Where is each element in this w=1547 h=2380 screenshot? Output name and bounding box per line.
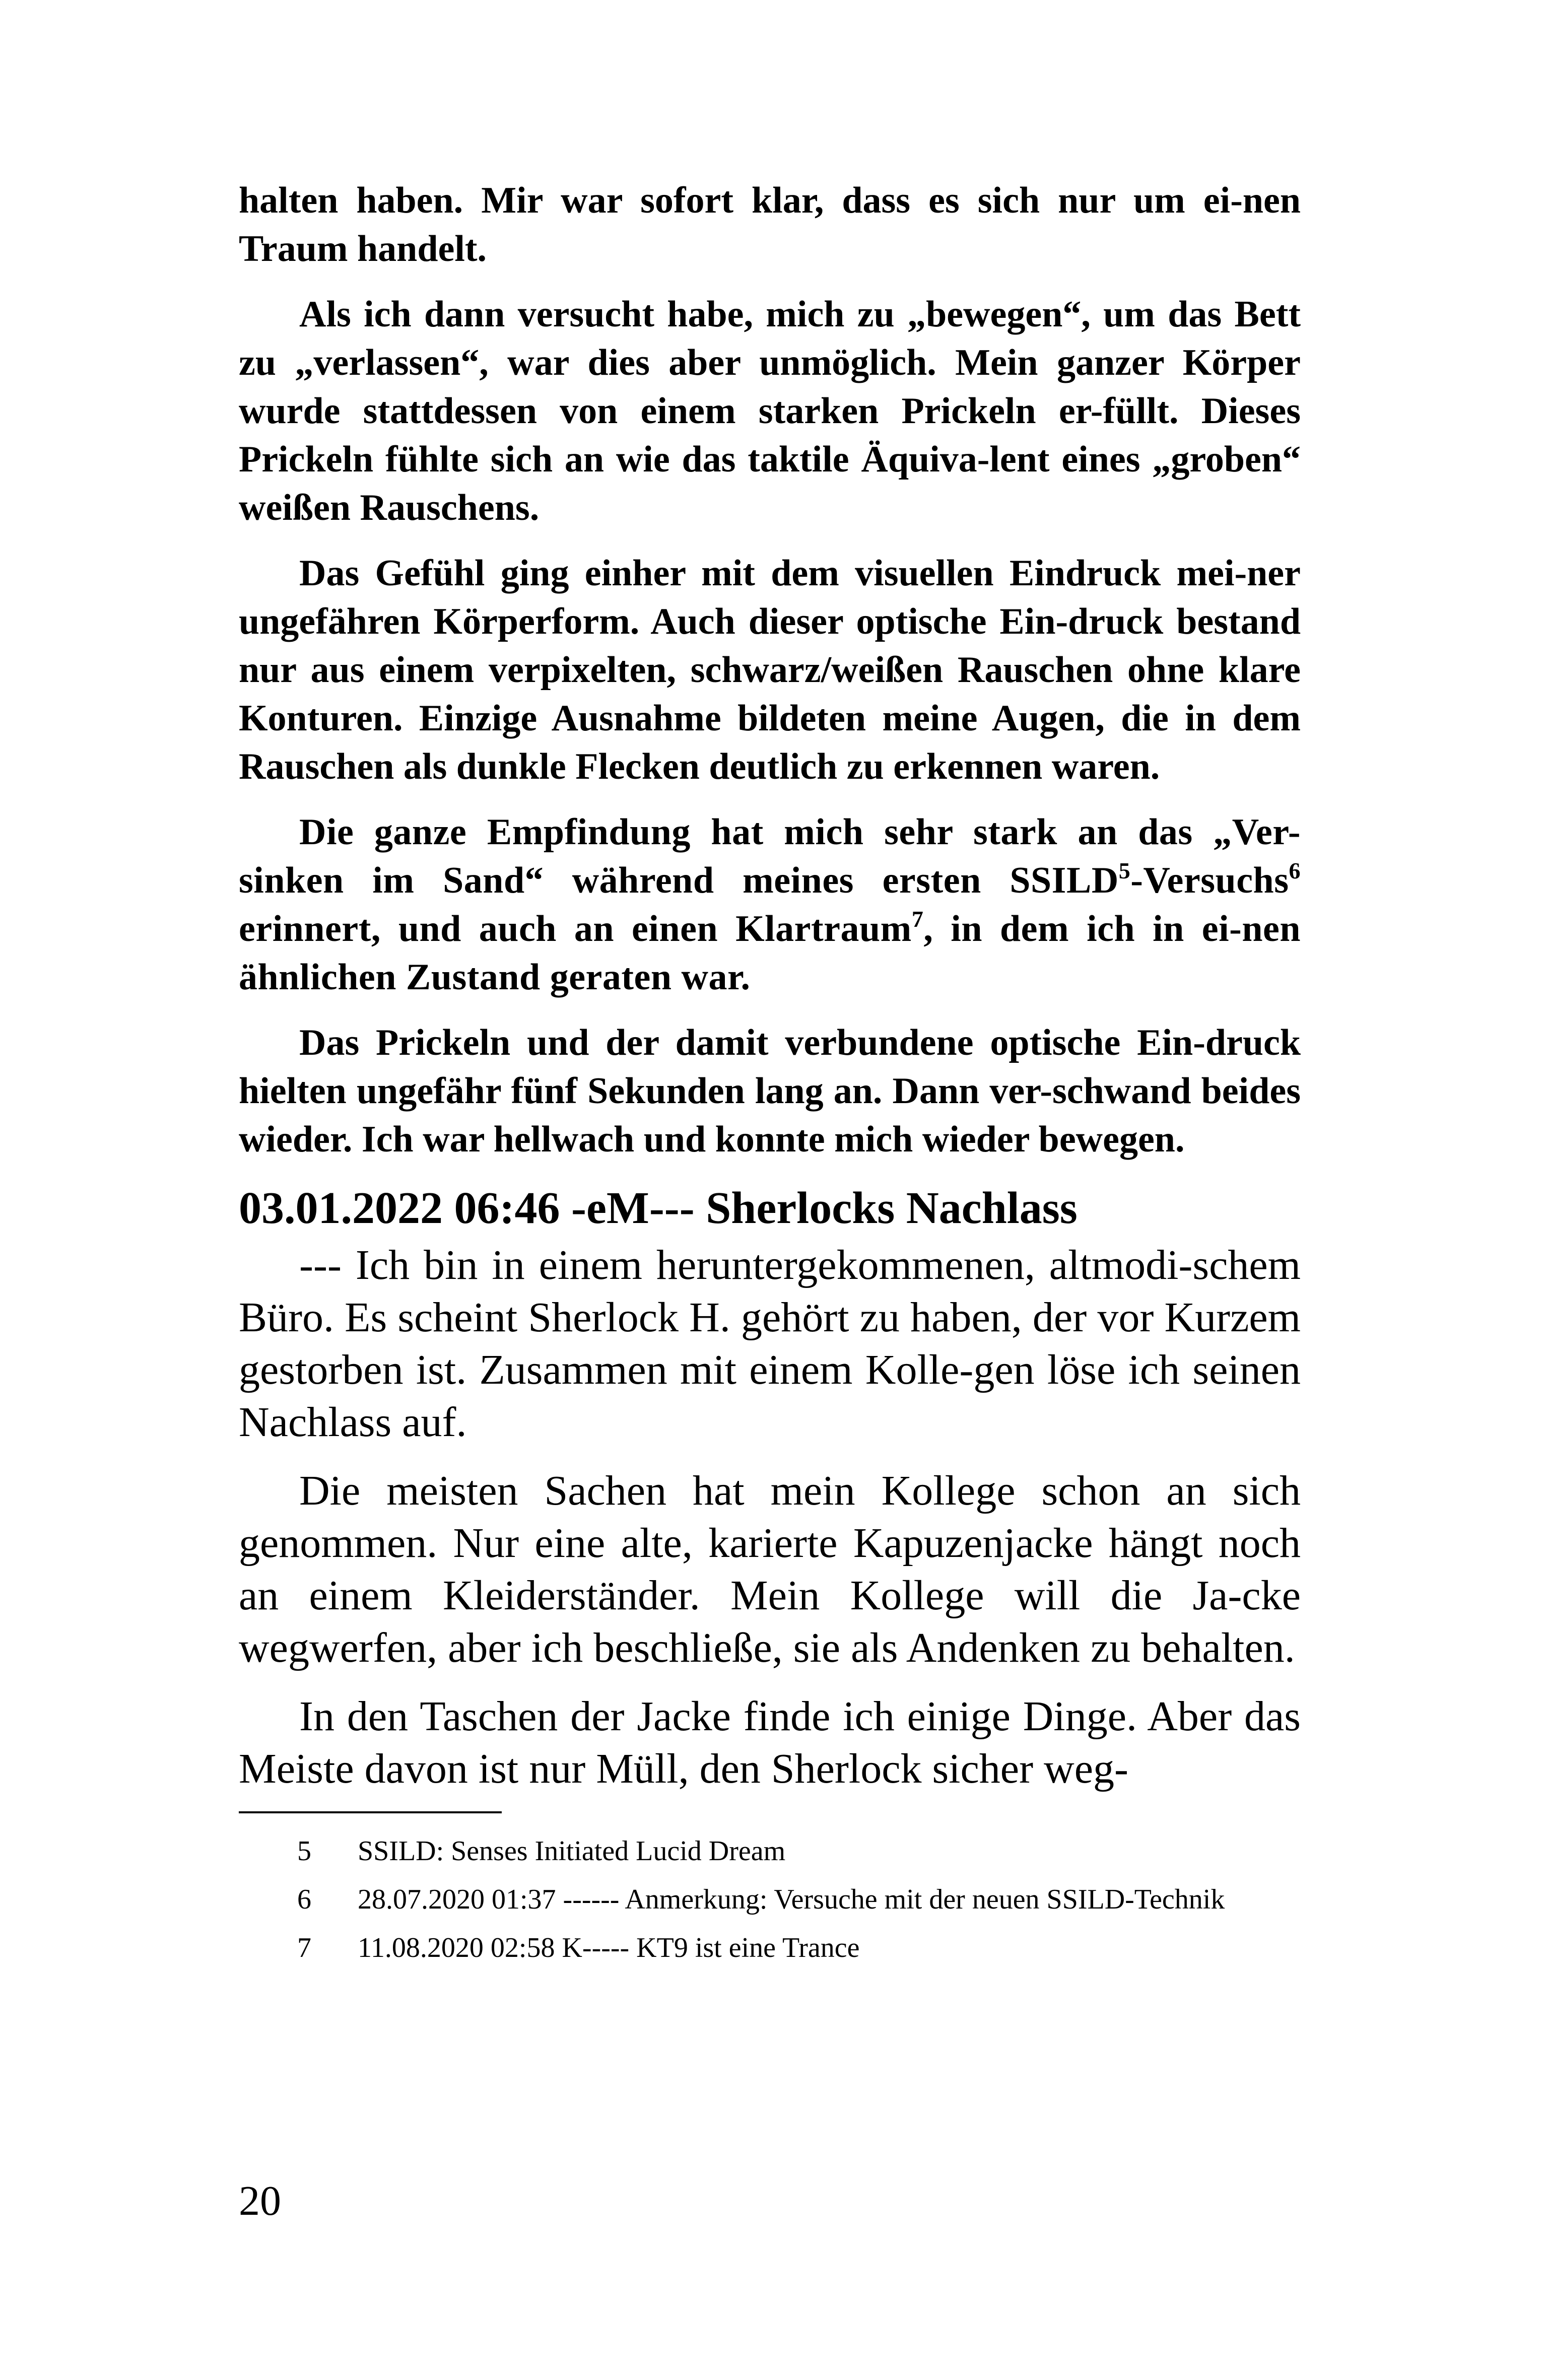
footnote-ref-7[interactable]: 7 <box>911 906 924 932</box>
paragraph-visual-impression: Das Gefühl ging einher mit dem visuellen Eindruck mei-ner ungefähren Körperform. Auch dieser optische Ein-druck bestand nur aus einem verpixelten, schwarz/weißen Rauschen ohne klare Konturen. Einzige Ausnahme bildeten meine Augen, die in dem Rauschen als dunkle Flecken deutlich zu erkennen waren. <box>239 553 1301 787</box>
footnote-item <box>239 1882 1301 1917</box>
text-run: -Versuchs <box>1130 860 1289 901</box>
footnote-item <box>239 1930 1301 1965</box>
footnote-item <box>239 1833 1301 1869</box>
footnote-text: 11.08.2020 02:58 K----- KT9 ist eine Trance <box>358 1932 860 1963</box>
footnote-number: 6 <box>297 1884 311 1915</box>
regular-text-block <box>239 1239 1301 1795</box>
paragraph-sinking-in-sand <box>239 808 1301 1001</box>
footnote-text: 28.07.2020 01:37 ------ Anmerkung: Versuche mit der neuen SSILD-Technik <box>358 1884 1225 1915</box>
paragraph-awake: Das Prickeln und der damit verbundene optische Ein-druck hielten ungefähr fünf Sekunden lang an. Dann ver-schwand beides wieder. Ich war hellwach und konnte mich wieder bewegen. <box>239 1022 1301 1160</box>
paragraph-tingling: Als ich dann versucht habe, mich zu „bewegen“, um das Bett zu „verlassen“, war dies aber unmöglich. Mein ganzer Körper wurde stattdessen von einem starken Prickeln er-füllt. Dieses Prickeln fühlte sich an wie das taktile Äquiva-lent eines „groben“ weißen Rauschens. <box>239 294 1301 528</box>
footnote-ref-5[interactable]: 5 <box>1118 858 1131 883</box>
footnotes <box>239 1833 1301 1965</box>
bold-text-block <box>239 176 1301 1164</box>
paragraph-office: --- Ich bin in einem heruntergekommenen, altmodi-schem Büro. Es scheint Sherlock H. gehört zu haben, der vor Kurzem gestorben ist. Zusammen mit einem Kolle-gen löse ich seinen Nachlass auf. <box>239 1242 1301 1446</box>
text-run: Die ganze Empfindung hat mich sehr stark an das „Ver-sinken im Sand“ während meines ersten SSILD <box>239 811 1301 901</box>
paragraph-jacket: Die meisten Sachen hat mein Kollege schon an sich genommen. Nur eine alte, karierte Kapuzenjacke hängt noch an einem Kleiderständer. Mein Kollege will die Ja-cke wegwerfen, aber ich beschließe, sie als Andenken zu behalten. <box>239 1467 1301 1671</box>
footnote-number: 5 <box>297 1835 311 1867</box>
entry-heading: 03.01.2022 06:46 -eM--- Sherlocks Nachlass <box>239 1183 1078 1233</box>
paragraph-pockets: In den Taschen der Jacke finde ich einige Dinge. Aber das Meiste davon ist nur Müll, den Sherlock sicher weg- <box>239 1693 1301 1792</box>
text-run: , in dem ich in ei-nen ähnlichen Zustand geraten war. <box>239 908 1301 998</box>
page-body <box>239 176 1301 1979</box>
page-number: 20 <box>239 2178 281 2224</box>
text-run: erinnert, und auch an einen Klartraum <box>239 908 912 949</box>
footnote-ref-6[interactable]: 6 <box>1289 858 1301 883</box>
footnote-number: 7 <box>297 1932 311 1963</box>
footnote-text: SSILD: Senses Initiated Lucid Dream <box>358 1835 786 1867</box>
footnote-separator <box>239 1811 502 1813</box>
paragraph-continuation: halten haben. Mir war sofort klar, dass es sich nur um ei-nen Traum handelt. <box>239 180 1301 269</box>
